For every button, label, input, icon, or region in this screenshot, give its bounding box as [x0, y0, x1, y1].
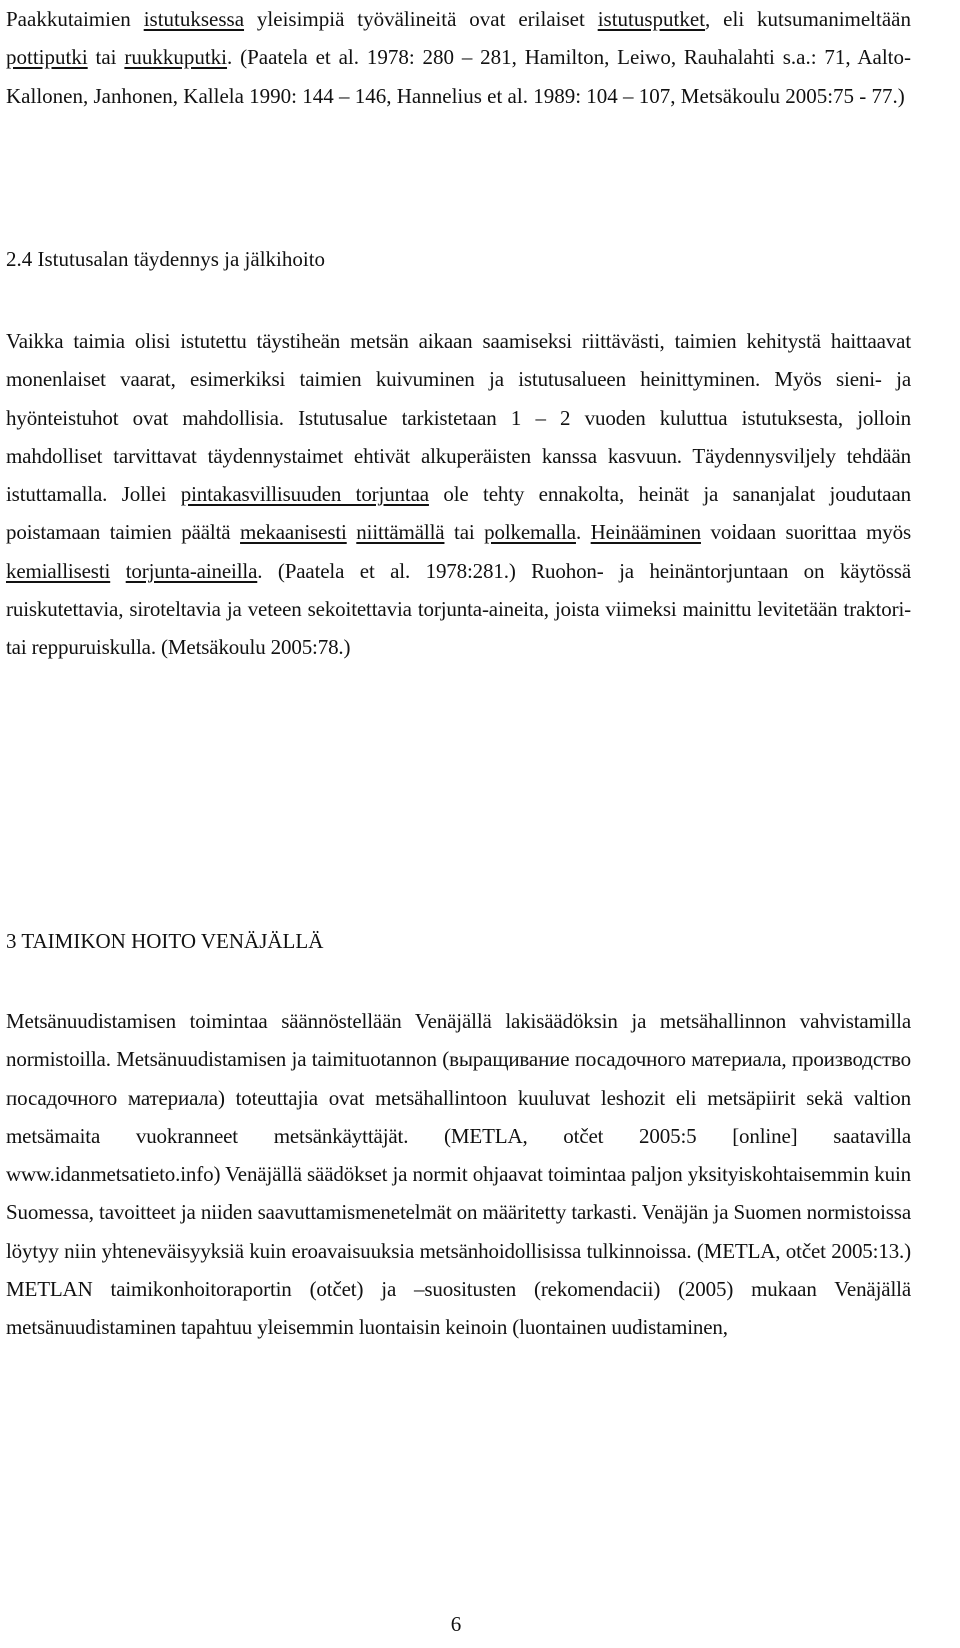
- link-kemiallisesti[interactable]: kemiallisesti: [6, 558, 111, 583]
- link-pintakasvillisuuden-torjuntaa[interactable]: pintakasvillisuuden torjuntaa: [180, 482, 429, 507]
- text-run: [347, 520, 357, 544]
- text-run: [110, 559, 126, 583]
- chapter-heading-3: 3 TAIMIKON HOITO VENÄJÄLLÄ: [6, 929, 324, 953]
- text-run: .: [575, 520, 591, 545]
- link-niittamalla[interactable]: niittämällä: [356, 520, 445, 545]
- text-run: ole tehty ennakolta, heinät ja sananjalat joudutaan poistamaan taimien päältä: [6, 482, 911, 545]
- paragraph-planting-tools: [6, 0, 911, 115]
- link-istutusputket[interactable]: istutusputket: [597, 7, 706, 31]
- link-mekaanisesti[interactable]: mekaanisesti: [240, 520, 347, 545]
- paragraph-supplementary-planting: [6, 322, 911, 667]
- page-number: 6: [450, 1612, 462, 1636]
- paragraph-russia-forest-renewal: Metsänuudistamisen toimintaa säännöstellään Venäjällä lakisäädöksin ja metsähallinnon vahvistamilla normistoilla. Metsänuudistamisen ja taimituotannon (выращивание посадочного материала, производство посадочного материала) toteuttajia ovat metsähallintoon kuuluvat leshozit eli metsäpiirit sekä valtion metsämaita vuokranneet metsänkäyttäjät. (METLA, otčet 2005:5 [online] saatavilla www.idanmetsatieto.info) Venäjällä säädökset ja normit ohjaavat toimintaa paljon yksityiskohtaisemmin kuin Suomessa, tavoitteet ja niiden saavuttamismenetelmät on määritetty tarkasti. Venäjän ja Suomen normistoissa löytyy niin yhteneväisyyksiä kuin eroavaisuuksia metsänhoidollisissa tulkinnoissa. (METLA, otčet 2005:13.) METLAN taimikonhoitoraportin (otčet) ja –suositusten (rekomendacii) (2005) mukaan Venäjällä metsänuudistaminen tapahtuu yleisemmin luontaisin keinoin (luontainen uudistaminen,: [6, 1009, 911, 1340]
- text-run: tai: [87, 45, 125, 70]
- link-ruukkuputki[interactable]: ruukkuputki: [124, 45, 228, 70]
- text-run: Paakkutaimien: [6, 7, 144, 31]
- text-run: yleisimpiä työvälineitä ovat erilaiset: [244, 7, 598, 31]
- text-run: . (Paatela et al. 1978:281.) Ruohon- ja heinäntorjuntaan on käytössä ruiskutettavia, siroteltavia ja veteen sekoitettavia torjunta-aineita, joista viimeksi mainittu levitetään traktori- tai reppuruiskulla. (Metsäkoulu 2005:78.): [6, 558, 911, 660]
- text-run: voidaan suorittaa myös: [700, 520, 911, 545]
- link-pottiputki[interactable]: pottiputki: [6, 45, 88, 70]
- link-heinaaminen[interactable]: Heinääminen: [590, 520, 701, 545]
- text-run: tai: [444, 520, 485, 545]
- text-run: , eli kutsumanimeltään: [705, 7, 911, 31]
- section-heading-2-4: 2.4 Istutusalan täydennys ja jälkihoito: [6, 247, 326, 271]
- link-polkemalla[interactable]: polkemalla: [484, 520, 576, 545]
- link-torjunta-aineilla[interactable]: torjunta-aineilla: [125, 558, 258, 583]
- link-istutuksessa[interactable]: istutuksessa: [143, 7, 245, 31]
- text-run: . (Paatela et al. 1978: 280 – 281, Hamilton, Leiwo, Rauhalahti s.a.: 71, Aalto-Kallonen, Janhonen, Kallela 1990: 144 – 146, Hannelius et al. 1989: 104 – 107, Metsäkoulu 2005:75 - 77.): [6, 45, 911, 108]
- text-run: Vaikka taimia olisi istutettu täystiheän metsän aikaan saamiseksi riittävästi, taimien kehitystä haittaavat monenlaiset vaarat, esimerkiksi taimien kuivuminen ja istutusalueen heinittyminen. Myös sieni- ja hyönteistuhot ovat mahdollisia. Istutusalue tarkistetaan 1 – 2 vuoden kuluttua istutuksesta, jolloin mahdolliset tarvittavat täydennystaimet ehtivät alkuperäisten kanssa kasvuun. Täydennysviljely tehdään istuttamalla. Jollei: [6, 329, 911, 507]
